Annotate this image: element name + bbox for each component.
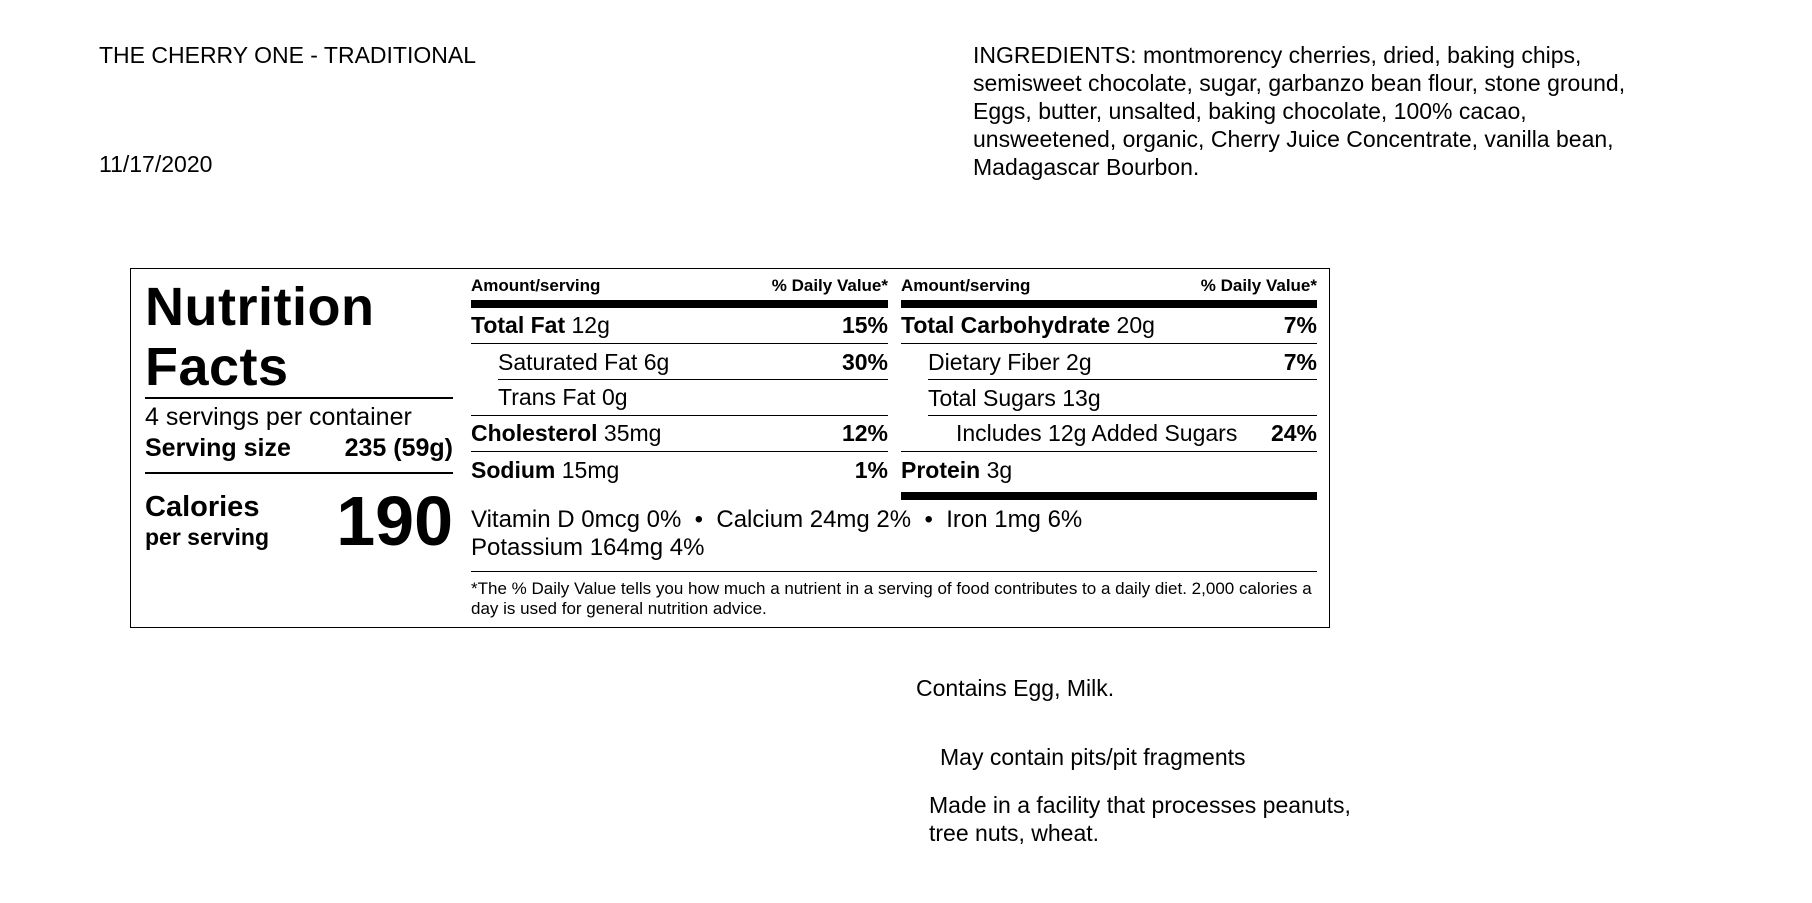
daily-value-header: % Daily Value* xyxy=(1200,276,1317,295)
column-header xyxy=(471,276,888,296)
nutrient-amount: 6g xyxy=(643,348,670,375)
nutrient-amount: 20g xyxy=(1116,312,1155,338)
vitamins-line-1: Vitamin D 0mcg 0% • Calcium 24mg 2% • Iron 1mg 6% xyxy=(471,506,1083,533)
nutrient-column-left xyxy=(471,276,888,488)
amount-header: Amount/serving xyxy=(471,276,601,295)
daily-value-footnote: *The % Daily Value tells you how much a nutrient in a serving of food contributes to a daily diet. 2,000 calories a day is used for general nutrition advice. xyxy=(471,579,1312,618)
nutrient-row-total-carbohydrate xyxy=(901,308,1317,344)
serving-size-label: Serving size xyxy=(145,434,291,462)
nutrient-name: Total Carbohydrate xyxy=(901,312,1111,338)
calories-label-group xyxy=(145,492,269,551)
nutrient-name: Protein xyxy=(901,456,981,483)
nutrition-summary xyxy=(145,277,453,560)
nutrient-name: Includes 12g Added Sugars xyxy=(956,420,1238,446)
facility-warning: Made in a facility that processes peanuts, tree nuts, wheat. xyxy=(929,792,1351,846)
product-name: THE CHERRY ONE - TRADITIONAL xyxy=(99,42,477,68)
vitamins-line-2: Potassium 164mg 4% xyxy=(471,534,705,561)
nutrient-dv: 7% xyxy=(1283,312,1317,338)
thick-divider xyxy=(901,300,1317,308)
nutrition-title-line-2: Facts xyxy=(145,337,289,397)
column-header xyxy=(901,276,1317,296)
nutrient-row-total-fat xyxy=(471,308,888,344)
nutrient-row-protein xyxy=(901,452,1317,488)
nutrient-row-cholesterol xyxy=(471,416,888,452)
calories-sublabel: per serving xyxy=(145,523,269,550)
nutrient-dv: 7% xyxy=(1283,348,1317,375)
daily-value-header: % Daily Value* xyxy=(771,276,888,295)
calories-label: Calories xyxy=(145,490,260,523)
calories-row xyxy=(145,482,453,560)
nutrient-name: Trans Fat xyxy=(498,384,596,410)
label-date: 11/17/2020 xyxy=(99,151,213,177)
nutrient-amount: 13g xyxy=(1062,384,1101,411)
nutrient-row-added-sugars xyxy=(901,416,1317,452)
ingredients-list: INGREDIENTS: montmorency cherries, dried, baking chips, semisweet chocolate, sugar, garbanzo bean flour, stone ground, Eggs, butter, unsalted, baking chocolate, 100% cacao, unsweetened, organic, Cherry Juice Concentrate, vanilla bean, Madagascar Bourbon. xyxy=(973,42,1626,180)
nutrient-name: Total Sugars xyxy=(928,384,1056,411)
nutrient-amount: 0g xyxy=(601,384,628,410)
vitamins-minerals xyxy=(471,506,1317,572)
calories-value: 190 xyxy=(336,482,453,560)
nutrient-row-saturated-fat xyxy=(471,344,888,380)
nutrient-dv: 15% xyxy=(841,312,888,338)
nutrient-name: Saturated Fat xyxy=(498,348,638,375)
nutrient-name: Total Fat xyxy=(471,312,566,338)
thick-divider xyxy=(471,300,888,308)
nutrient-column-right xyxy=(901,276,1317,488)
nutrient-dv: 24% xyxy=(1270,420,1317,446)
nutrient-dv: 30% xyxy=(841,348,888,375)
nutrient-dv: 1% xyxy=(854,456,888,483)
divider xyxy=(145,397,453,399)
nutrient-name: Cholesterol xyxy=(471,420,598,446)
pits-warning: May contain pits/pit fragments xyxy=(940,744,1246,770)
nutrient-name: Dietary Fiber xyxy=(928,348,1060,375)
allergen-statement: Contains Egg, Milk. xyxy=(916,675,1115,701)
nutrient-amount: 35mg xyxy=(603,420,662,446)
nutrient-row-total-sugars xyxy=(901,380,1317,416)
nutrient-amount: 2g xyxy=(1066,348,1092,375)
nutrition-facts-panel xyxy=(130,268,1330,628)
nutrient-amount: 12g xyxy=(571,312,610,338)
nutrient-amount: 3g xyxy=(986,456,1013,483)
serving-size-row xyxy=(145,432,453,472)
nutrient-row-trans-fat xyxy=(471,380,888,416)
nutrient-row-sodium xyxy=(471,452,888,488)
nutrient-name: Sodium xyxy=(471,456,556,483)
amount-header: Amount/serving xyxy=(901,276,1031,295)
nutrition-title-line-1: Nutrition xyxy=(145,277,375,337)
nutrient-row-dietary-fiber xyxy=(901,344,1317,380)
servings-per-container: 4 servings per container xyxy=(145,403,412,431)
serving-size-value: 235 (59g) xyxy=(344,434,453,462)
nutrient-amount: 15mg xyxy=(561,456,620,483)
thick-divider xyxy=(901,492,1317,500)
divider xyxy=(145,472,453,474)
nutrient-dv: 12% xyxy=(841,420,888,446)
